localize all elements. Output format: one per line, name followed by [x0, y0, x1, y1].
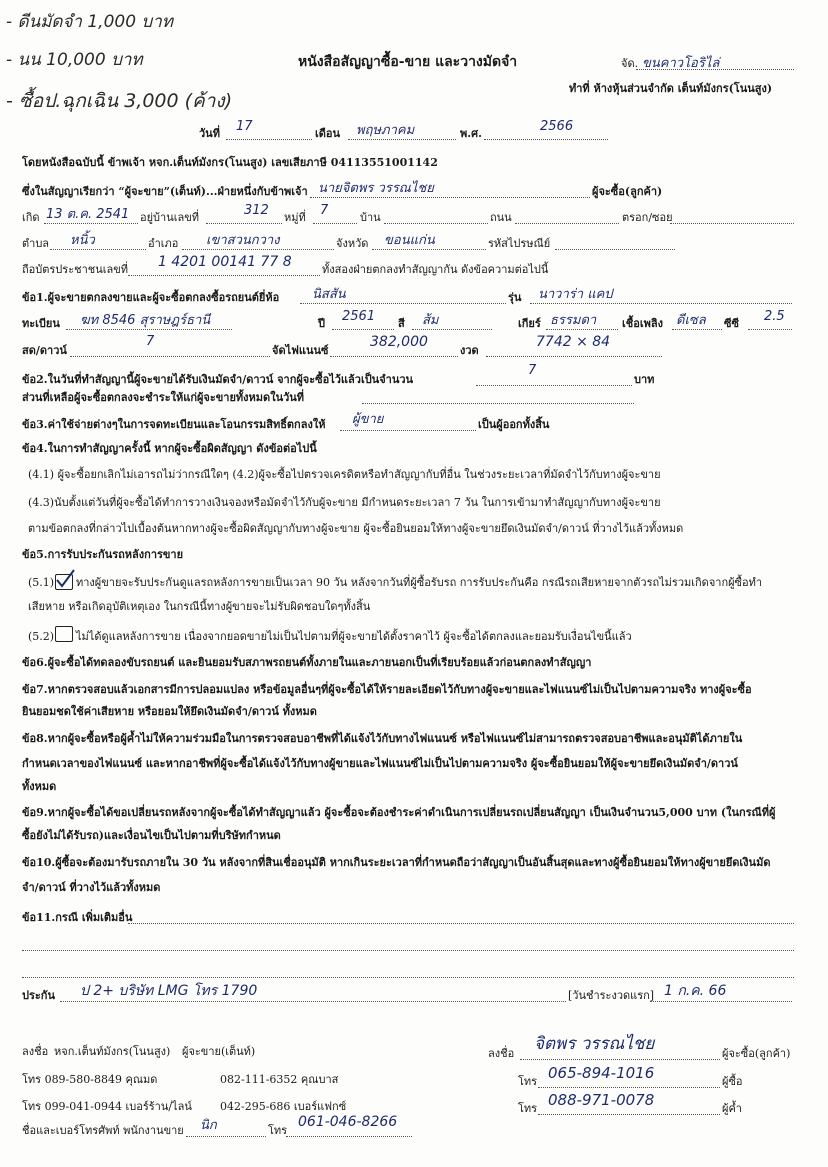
clause6: ข้อ6.ผู้จะซื้อได้ทดลองขับรถยนต์ และยินยอมรับสภาพรถยนต์ทั้งภายในและภายนอกเป็นที่เรียบร้อยแล้วก่อนตกลงทำสัญญา — [22, 656, 592, 669]
insurance-value: ป 2+ บริษัท LMG โทร 1790 — [80, 983, 258, 999]
checkbox-5-1[interactable] — [55, 574, 73, 590]
year-label-vehicle: ปี — [318, 317, 325, 330]
model-label: รุ่น — [508, 291, 522, 304]
model-value: นาวาร่า แคป — [538, 287, 613, 302]
month-value: พฤษภาคม — [356, 123, 415, 138]
clause7b: ยินยอมชดใช้ค่าเสียหาย หรือยอมให้ยึดเงินมัดจำ/ดาวน์ ทั้งหมด — [22, 705, 317, 718]
branch-value: ขนคาวโอริไล่ — [642, 56, 720, 71]
installment-label: งวด — [460, 344, 479, 357]
first-payment-value: 1 ก.ค. 66 — [664, 983, 727, 999]
phone4: 042-295-686 เบอร์แฟกซ์ — [220, 1100, 347, 1113]
village-label: บ้าน — [360, 211, 381, 224]
phone2: 082-111-6352 คุณบาส — [220, 1073, 339, 1086]
finance-value: 382,000 — [370, 334, 428, 350]
clause3-value: ผู้ขาย — [352, 412, 384, 427]
gear-value: ธรรมดา — [550, 313, 597, 328]
down-label: สด/ดาวน์ — [22, 344, 67, 357]
down-value: 7 — [146, 334, 155, 349]
margin-note-ton: - นน 10,000 บาท — [6, 50, 143, 70]
id-suffix: ทั้งสองฝ่ายตกลงทำสัญญากัน ดังข้อความต่อไปนี้ — [322, 263, 549, 276]
phone1: โทร 089-580-8849 คุณมด — [22, 1073, 158, 1086]
sign-label-left: ลงชื่อ — [22, 1045, 49, 1058]
buyer-suffix: ผู้จะซื้อ(ลูกค้า) — [592, 185, 663, 198]
id-label: ถือบัตรประชาชนเลขที่ — [22, 263, 128, 276]
tel-label-guarantor: โทร — [518, 1102, 538, 1115]
clause10a: ข้อ10.ผู้ซื้อจะต้องมารับรถภายใน 30 วัน หลังจากที่สินเชื่ออนุมัติ หากเกินระยะเวลาที่กำหนดถือว่าสัญญาเป็นอันสิ้นสุดและทางผู้ซื้อยินยอมให้ทางผู้ขายยึดเงินมัด — [22, 856, 771, 869]
house-label: อยู่บ้านเลขที่ — [140, 211, 200, 224]
clause8c: ทั้งหมด — [22, 780, 57, 793]
color-label: สี — [398, 317, 405, 330]
year-value-vehicle: 2561 — [342, 309, 376, 324]
clause9b: ซื้อยังไม่ได้รับรถ)และเงื่อนไขเป็นไปตามที่บริษัทกำหนด — [22, 829, 281, 842]
clause5: ข้อ5.การรับประกันรถหลังการขาย — [22, 548, 184, 561]
intro: โดยหนังสือฉบับนี้ ข้าพเจ้า หจก.เต็นท์มังกร(โนนสูง) เลขเสียภาษี 04113551001142 — [22, 156, 438, 169]
road-label: ถนน — [490, 211, 512, 224]
margin-note-buy: - ซื้อป.ฉุกเฉิน 3,000 (ค้าง) — [6, 90, 233, 112]
day-value: 17 — [236, 119, 253, 134]
clause9a: ข้อ9.หากผู้จะซื้อได้ขอเปลี่ยนรถหลังจากผู้จะซื้อได้ทำสัญญาแล้ว ผู้จะซื้อจะต้องชำระค่าดำเนินการเปลี่ยนรถเปลี่ยนสัญญา เป็นเงินจำนวน5,000 บาท (ในกรณีที่ผู้ — [22, 806, 776, 819]
cc-label: ซีซี — [724, 317, 739, 330]
province-label: จังหวัด — [336, 237, 369, 250]
year-label: พ.ศ. — [460, 127, 482, 140]
clause4-3a: (4.3)นับตั้งแต่วันที่ผู้จะซื้อได้ทำการวางเงินจองหรือมัดจำไว้กับผู้จะขาย มีกำหนดระยะเวลา 7 วัน ในการเข้ามาทำสัญญากับทางผู้จะขาย — [28, 496, 661, 509]
clause10b: จำ/ดาวน์ ที่วางไว้แล้วทั้งหมด — [22, 881, 161, 894]
clause5-2: ไม่ได้ดูแลหลังการขาย เนื่องจากยอดขายไม่เป็นไปตามที่ผู้จะขายได้ตั้งราคาไว้ ผู้จะซื้อได้ตกลงและยอมรับเงื่อนไขนี้แล้ว — [76, 630, 632, 643]
checkmark-icon — [54, 569, 76, 589]
clause2b: ส่วนที่เหลือผู้จะซื้อตกลงจะชำระให้แก่ผู้จะขายทั้งหมดในวันที่ — [22, 391, 305, 404]
birth-value: 13 ต.ค. 2541 — [46, 207, 130, 222]
installment-value: 7742 × 84 — [536, 334, 611, 350]
clause8a: ข้อ8.หากผู้จะซื้อหรือผู้ค้ำไม่ให้ความร่วมมือในการตรวจสอบอาชีพที่ได้แจ้งไว้กับทางไฟแนนซ์ หรือไฟแนนซ์ไม่สามารถตรวจสอบอาชีพและอนุมัติได้ภายใน — [22, 732, 743, 745]
cc-value: 2.5 — [764, 309, 785, 324]
sales-label: ชื่อและเบอร์โทรศัพท์ พนักงานขาย — [22, 1124, 184, 1137]
clause4-1: (4.1) ผู้จะซื้อยกเลิกไม่เอารถไม่ว่ากรณีใดๆ (4.2)ผู้จะซื้อไปตรวจเครดิตหรือทำสัญญากับที่อื่น ในช่วงระยะเวลาที่มัดจำไว้กับทางผู้จะขาย — [28, 468, 661, 481]
seller-role: ผู้จะขาย(เต็นท์) — [182, 1045, 256, 1058]
clause8b: กำหนดเวลาของไฟแนนซ์ และหากอาชีพที่ผู้จะซื้อได้แจ้งไว้กับทางผู้ขายและไฟแนนซ์ไม่เป็นไปตามความจริง ผู้จะซื้อยินยอมให้ผู้จะขายยึดเงินมัดจำ/ดาวน์ — [22, 757, 738, 770]
moo-value: 7 — [320, 203, 329, 218]
province-value: ขอนแก่น — [384, 233, 435, 248]
checkbox-5-2[interactable] — [55, 626, 73, 642]
finance-label: จัดไฟแนนซ์ — [272, 344, 329, 357]
year-value: 2566 — [540, 119, 574, 134]
clause2-unit: บาท — [634, 373, 655, 386]
phone3: โทร 099-041-0944 เบอร์ร้าน/ไลน์ — [22, 1100, 192, 1113]
insurance-label: ประกัน — [22, 989, 55, 1002]
clause5-1-label: (5.1) — [28, 576, 55, 589]
id-value: 1 4201 00141 77 8 — [158, 254, 292, 270]
clause11: ข้อ11.กรณี เพิ่มเติมอื่น — [22, 911, 133, 924]
clause2a: ข้อ2.ในวันที่ทำสัญญานี้ผู้จะขายได้รับเงินมัดจำ/ดาวน์ จากผู้จะซื้อไว้แล้วเป็นจำนวน — [22, 373, 414, 386]
place: ทำที่ ห้างหุ้นส่วนจำกัด เต็นท์มังกร(โนนสูง) — [569, 82, 773, 95]
clause5-1a: ทางผู้ขายจะรับประกันดูแลรถหลังการขายเป็นเวลา 90 วัน หลังจากวันที่ผู้ซื้อรับรถ การรับประกันคือ กรณีรถเสียหายจากตัวรถไม่รวมเกิดจากผู้ซื้อทำ — [76, 576, 763, 589]
brand-value: นิสสัน — [312, 287, 346, 302]
branch-label: จัด. — [621, 57, 639, 70]
buyer-phone: 065-894-1016 — [548, 1064, 655, 1082]
gear-label: เกียร์ — [518, 317, 541, 330]
color-value: ส้ม — [422, 313, 439, 328]
buyer-phone-role: ผู้ซื้อ — [722, 1075, 743, 1088]
clause2-value: 7 — [528, 363, 537, 378]
fuel-value: ดีเซล — [676, 313, 706, 328]
tel-label-buyer: โทร — [518, 1075, 538, 1088]
reg-label: ทะเบียน — [22, 317, 60, 330]
clause5-1b: เสียหาย หรือเกิดอุบัติเหตุเอง ในกรณีนี้ทางผู้ขายจะไม่รับผิดชอบใดๆทั้งสิ้น — [28, 600, 371, 613]
sales-phone: 061-046-8266 — [298, 1114, 398, 1130]
fuel-label: เชื้อเพลิง — [622, 317, 663, 330]
postal-label: รหัสไปรษณีย์ — [488, 237, 551, 250]
document-title: หนังสือสัญญาซื้อ-ขาย และวางมัดจำ — [298, 54, 518, 70]
amphoe-value: เขาสวนกวาง — [206, 233, 280, 248]
clause3b: เป็นผู้ออกทั้งสิ้น — [478, 418, 550, 431]
soi-label: ตรอก/ซอย — [622, 211, 673, 224]
amphoe-label: อำเภอ — [148, 237, 179, 250]
birth-label: เกิด — [22, 211, 40, 224]
margin-note-deposit: - ดีนมัดจำ 1,000 บาท — [6, 12, 173, 32]
guarantor-phone: 088-971-0078 — [548, 1091, 655, 1109]
tambon-label: ตำบล — [22, 237, 50, 250]
clause3a: ข้อ3.ค่าใช้จ่ายต่างๆในการจดทะเบียนและโอนกรรมสิทธิ์ตกลงให้ — [22, 418, 326, 431]
month-label: เดือน — [315, 127, 341, 140]
seller-prefix: ซึ่งในสัญญาเรียกว่า “ผู้จะขาย”(เต็นท์)...ฝ่ายหนึ่งกับข้าพเจ้า — [22, 185, 308, 198]
reg-value: ฆท 8546 สุราษฎร์ธานี — [80, 313, 211, 328]
tambon-value: หนิ้ว — [70, 233, 95, 248]
guarantor-role: ผู้ค้ำ — [722, 1102, 742, 1115]
moo-label: หมู่ที่ — [284, 211, 306, 224]
first-payment-label: [วันชำระงวดแรก] — [568, 989, 655, 1002]
buyer-name: นายจิตพร วรรณไชย — [318, 181, 434, 196]
sales-name: นิก — [200, 1118, 217, 1133]
house-value: 312 — [244, 203, 269, 218]
buyer-signature: จิตพร วรรณไชย — [534, 1034, 655, 1054]
clause4-3b: ตามข้อตกลงที่กล่าวไปเบื้องต้นหากทางผู้จะซื้อผิดสัญญากับทางผู้จะขาย ผู้จะซื้อยินยอมให้ทางผู้จะขายยึดเงินมัดจำ/ดาวน์ ที่วางไว้แล้วทั้งหมด — [28, 522, 684, 535]
clause7a: ข้อ7.หากตรวจสอบแล้วเอกสารมีการปลอมแปลง หรือข้อมูลอื่นๆที่ผู้จะซื้อได้ให้รายละเอียดไว้กับทางผู้จะขายและไฟแนนซ์ไม่เป็นไปตามความจริง ทางผู้จะซื้อ — [22, 683, 752, 696]
clause5-2-label: (5.2) — [28, 630, 55, 643]
seller-name: หจก.เต็นท์มังกร(โนนสูง) — [54, 1045, 171, 1058]
sales-phone-label: โทร — [268, 1124, 288, 1137]
clause1-label: ข้อ1.ผู้จะขายตกลงขายและผู้จะซื้อตกลงซื้อรถยนต์ยี่ห้อ — [22, 291, 280, 304]
clause4: ข้อ4.ในการทำสัญญาครั้งนี้ หากผู้จะซื้อผิดสัญญา ดังข้อต่อไปนี้ — [22, 442, 317, 455]
day-label: วันที่ — [199, 127, 220, 140]
buyer-role: ผู้จะซื้อ(ลูกค้า) — [722, 1047, 791, 1060]
sign-label-right: ลงชื่อ — [488, 1047, 515, 1060]
